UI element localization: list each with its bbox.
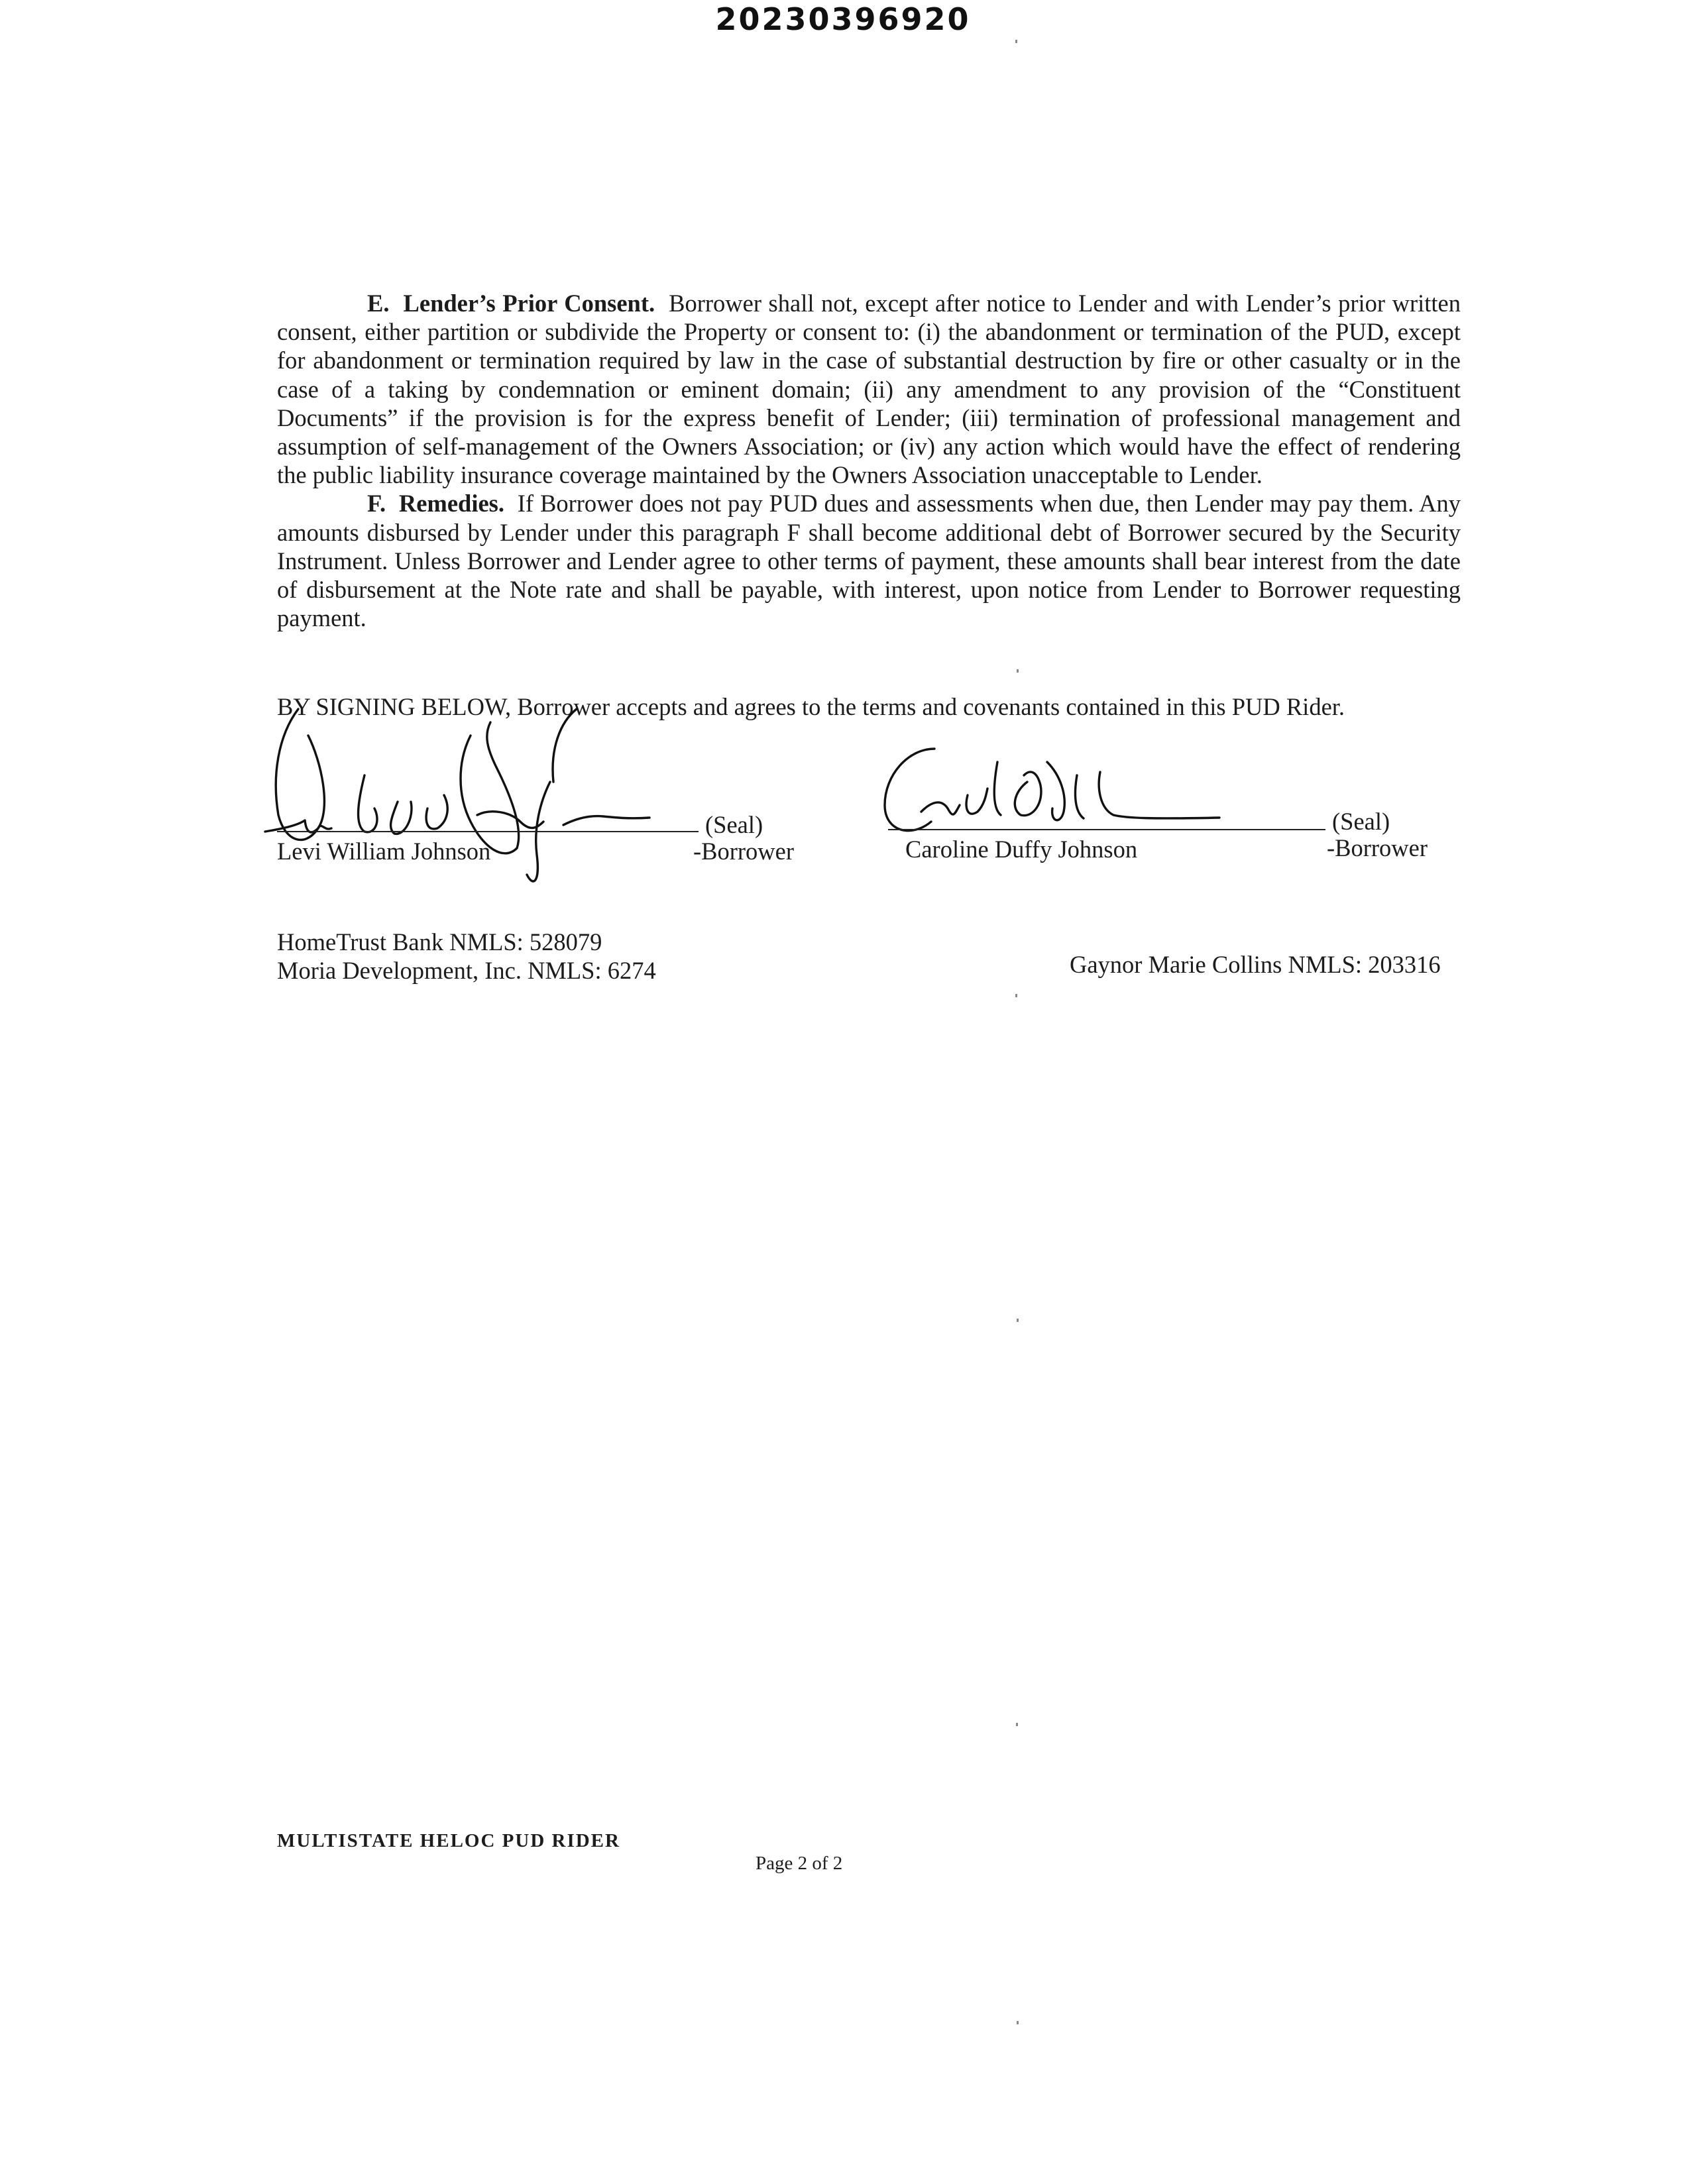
scan-speck (1017, 2021, 1019, 2024)
borrower-2-seal: (Seal) (1332, 808, 1390, 835)
paragraph-e-text: Borrower shall not, except after notice to Lender and with Lender’s prior written consent, either partition or subdivide the Property or consent to: (i) the abandonment or termination of the PUD, except for abandonment or termination required by law in the case of substantial destruction by fire or other casualty or in the case of a taking by condemnation or eminent domain; (ii) any amendment to any provision of the “Constituent Documents” if the provision is for the express benefit of Lender; (iii) termination of professional management and assumption of self-management of the Owners Association; or (iv) any action which would have the effect of rendering the public liability insurance coverage maintained by the Owners Association unacceptable to Lender. (277, 290, 1461, 489)
borrower-1-signature-line (277, 831, 699, 832)
signing-statement: BY SIGNING BELOW, Borrower accepts and agrees to the terms and covenants contained in this PUD Rider. (277, 693, 1345, 720)
borrower-2-signature-line (888, 829, 1325, 830)
borrower-1-seal: (Seal) (705, 811, 763, 838)
rider-body (277, 289, 1461, 632)
scan-speck (1016, 1723, 1018, 1726)
borrower-1-name: Levi William Johnson (277, 838, 491, 865)
form-title: MULTISTATE HELOC PUD RIDER (277, 1830, 620, 1851)
scan-speck (1017, 1319, 1019, 1322)
page-number: Page 2 of 2 (756, 1853, 843, 1874)
paragraph-e (277, 289, 1461, 489)
recording-number: 20230396920 (715, 1, 971, 37)
paragraph-f (277, 489, 1461, 632)
paragraph-e-title: Lender’s Prior Consent. (403, 290, 655, 317)
scan-speck (1017, 669, 1019, 673)
paragraph-f-label: F. (367, 490, 386, 518)
scan-speck (1015, 994, 1017, 997)
paragraph-f-text: If Borrower does not pay PUD dues and assessments when due, then Lender may pay them. Any amounts disbursed by Lender under this paragraph F shall become additional debt of Borrower secured by the Security Instrument. Unless Borrower and Lender agree to other terms of payment, these amounts shall bear interest from the date of disbursement at the Note rate and shall be payable, with interest, upon notice from Lender to Borrower requesting payment. (277, 490, 1461, 632)
company-nmls: HomeTrust Bank NMLS: 528079 (277, 928, 602, 956)
paragraph-e-label: E. (367, 290, 390, 317)
scan-speck (1015, 40, 1017, 43)
borrower-1-role: -Borrower (693, 838, 795, 865)
borrower-2-name: Caroline Duffy Johnson (905, 836, 1138, 863)
paragraph-f-title: Remedies. (398, 490, 504, 518)
loan-officer-nmls: Gaynor Marie Collins NMLS: 203316 (1070, 951, 1441, 978)
borrower-2-role: -Borrower (1327, 834, 1428, 861)
broker-nmls: Moria Development, Inc. NMLS: 6274 (277, 957, 656, 984)
